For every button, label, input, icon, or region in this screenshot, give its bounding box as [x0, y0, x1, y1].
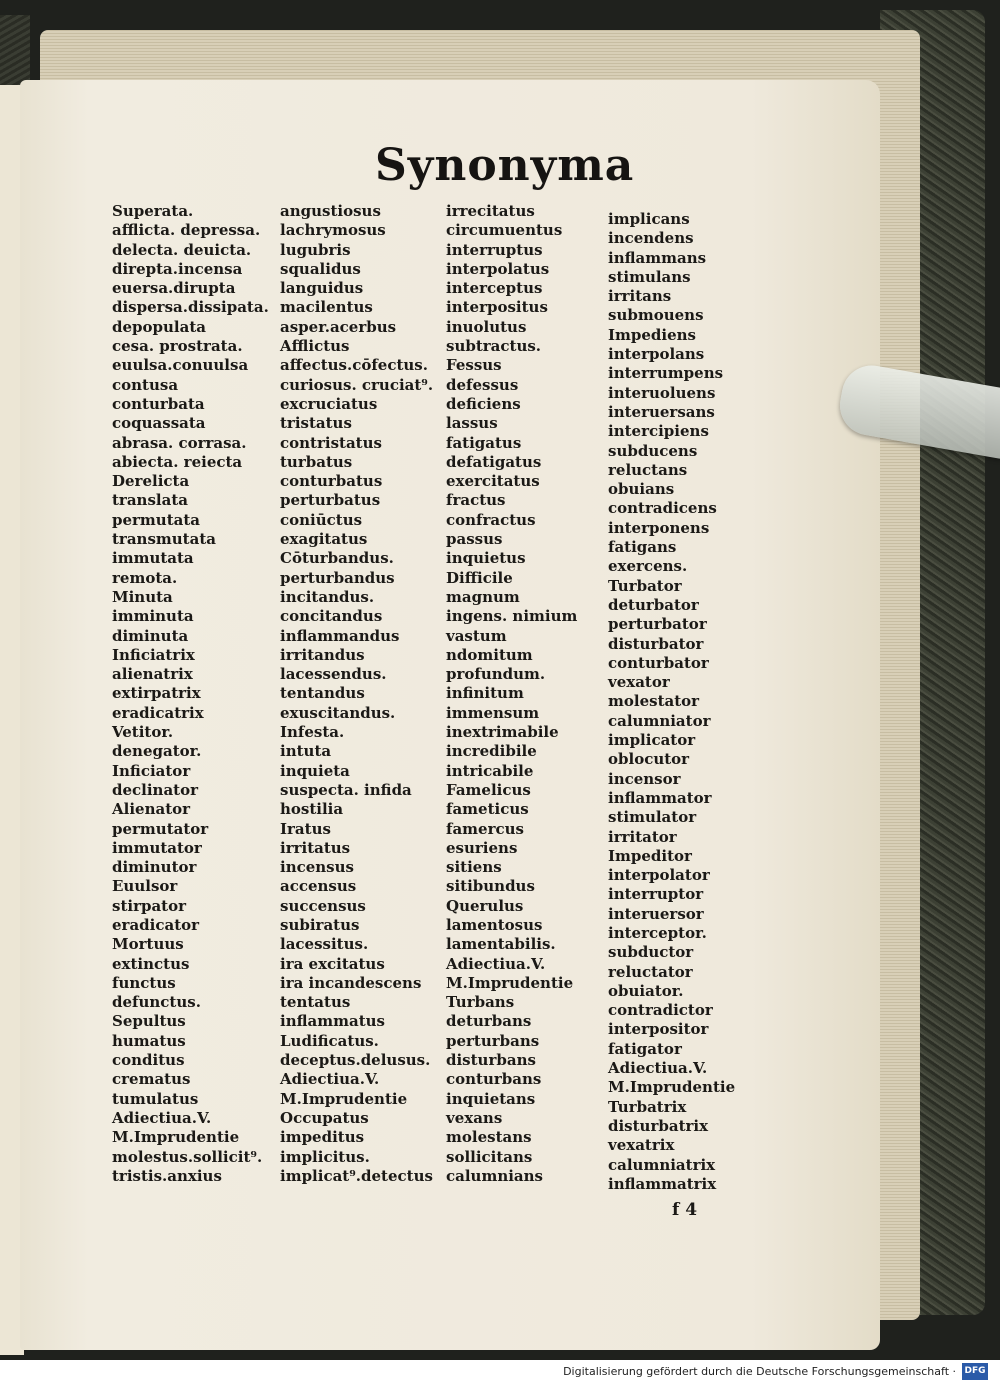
word-entry: Sepultus [112, 1012, 186, 1031]
word-entry: turbatus [280, 452, 353, 471]
word-entry: declinator [112, 780, 199, 799]
word-entry: circumuentus [446, 221, 563, 240]
word-entry: conturbata [112, 394, 205, 413]
word-entry: exercitatus [446, 472, 540, 491]
word-entry: intricabile [446, 761, 534, 780]
word-entry: stimulans [608, 267, 691, 286]
word-entry: macilentus [280, 298, 373, 317]
word-entry: inquietus [446, 549, 526, 568]
word-entry: perturbator [608, 615, 707, 634]
word-entry: exercens. [608, 557, 688, 576]
word-entry: exuscitandus. [280, 703, 396, 722]
word-entry: ingens. nimium [446, 607, 578, 626]
word-entry: tristis.anxius [112, 1166, 222, 1185]
word-entry: Inficiatrix [112, 645, 195, 664]
word-entry: vastum [446, 626, 507, 645]
word-entry: contusa [112, 375, 179, 394]
word-entry: incendens [608, 229, 694, 248]
word-entry: inuolutus [446, 317, 527, 336]
word-entry: molestator [608, 692, 700, 711]
page-title: Synonyma [375, 140, 635, 191]
word-entry: inflammatrix [608, 1174, 717, 1193]
word-entry: obuiator. [608, 981, 684, 1000]
word-entry: irrecitatus [446, 202, 535, 220]
word-entry: fatigans [608, 538, 677, 557]
word-entry: Cōturbandus. [280, 549, 394, 568]
word-entry: dispersa.dissipata. [112, 298, 269, 317]
word-entry: inflammandus [280, 626, 400, 645]
word-entry: irritandus [280, 645, 365, 664]
word-entry: Vetitor. [112, 723, 174, 742]
word-entry: subiratus [280, 915, 360, 934]
word-entry: lacessendus. [280, 665, 387, 684]
word-entry: calumnians [446, 1166, 544, 1185]
word-entry: calumniator [608, 711, 711, 730]
word-entry: disturbatrix [608, 1116, 709, 1135]
word-entry: interpolator [608, 866, 710, 885]
word-entry: Afflictus [280, 337, 350, 356]
word-column-3 [446, 202, 577, 1186]
word-entry: Inficiator [112, 761, 191, 780]
word-entry: Superata. [112, 202, 194, 220]
word-entry: irritans [608, 287, 672, 306]
word-entry: euersa.dirupta [112, 279, 236, 298]
word-entry: conturbator [608, 653, 709, 672]
word-entry: Euulsor [112, 877, 178, 896]
word-entry: sitiens [446, 858, 502, 877]
word-entry: delecta. deuicta. [112, 240, 252, 259]
word-column-2 [280, 202, 433, 1186]
word-entry: incitandus. [280, 587, 375, 606]
word-entry: defessus [446, 375, 519, 394]
word-entry: fatigatus [446, 433, 522, 452]
word-entry: concitandus [280, 607, 383, 626]
word-entry: interponens [608, 518, 710, 537]
word-entry: ira excitatus [280, 954, 385, 973]
word-entry: imminuta [112, 607, 194, 626]
word-entry: Derelicta [112, 472, 190, 491]
funding-credit: Digitalisierung gefördert durch die Deutsche Forschungsgemeinschaft · [563, 1365, 956, 1378]
word-entry: diminutor [112, 858, 197, 877]
word-entry: incensus [280, 858, 354, 877]
word-entry: humatus [112, 1031, 186, 1050]
word-entry: Infesta. [280, 723, 345, 742]
word-entry: fameticus [446, 800, 529, 819]
word-entry: deceptus.delusus. [280, 1051, 431, 1070]
word-entry: Turbatrix [608, 1097, 687, 1116]
word-entry: permutata [112, 510, 201, 529]
word-entry: conditus [112, 1051, 185, 1070]
word-entry: implicator [608, 731, 696, 750]
word-entry: molestus.sollicit⁹. [112, 1147, 263, 1166]
word-column-4 [608, 210, 735, 1194]
word-entry: obuians [608, 480, 675, 499]
word-entry: perturbatus [280, 491, 381, 510]
word-entry: stirpator [112, 896, 187, 915]
word-entry: deturbans [446, 1012, 532, 1031]
word-entry: affectus.cōfectus. [280, 356, 428, 375]
word-entry: eradicatrix [112, 703, 204, 722]
word-entry: Impediens [608, 325, 697, 344]
word-entry: disturbans [446, 1051, 536, 1070]
word-entry: interceptor. [608, 923, 707, 942]
word-entry: perturbans [446, 1031, 540, 1050]
word-entry: M.Imprudentie [112, 1128, 240, 1147]
word-entry: impeditus [280, 1128, 365, 1147]
word-entry: Adiectiua.V. [446, 954, 546, 973]
word-entry: tentatus [280, 993, 351, 1012]
word-entry: perturbandus [280, 568, 395, 587]
word-entry: lamentabilis. [446, 935, 556, 954]
word-entry: interrumpens [608, 364, 724, 383]
word-entry: tumulatus [112, 1089, 199, 1108]
word-entry: implicans [608, 210, 690, 228]
word-entry: diminuta [112, 626, 189, 645]
word-entry: Alienator [112, 800, 191, 819]
word-entry: vexatrix [608, 1136, 675, 1155]
word-entry: Famelicus [446, 780, 531, 799]
word-entry: inquieta [280, 761, 350, 780]
word-entry: irritatus [280, 838, 351, 857]
word-entry: remota. [112, 568, 178, 587]
word-entry: inextrimabile [446, 723, 559, 742]
dfg-logo-icon: DFG [962, 1363, 988, 1380]
word-entry: direpta.incensa [112, 259, 243, 278]
word-entry: contradictor [608, 1001, 713, 1020]
word-entry: tristatus [280, 414, 352, 433]
word-entry: lamentosus [446, 915, 543, 934]
word-entry: interpolatus [446, 259, 550, 278]
word-entry: Minuta [112, 587, 173, 606]
word-entry: lassus [446, 414, 498, 433]
word-entry: coquassata [112, 414, 206, 433]
word-entry: contristatus [280, 433, 382, 452]
word-entry: interruptus [446, 240, 543, 259]
word-entry: interruptor [608, 885, 704, 904]
word-entry: functus [112, 973, 176, 992]
word-entry: M.Imprudentie [446, 973, 574, 992]
word-entry: implicitus. [280, 1147, 370, 1166]
word-entry: Fessus [446, 356, 502, 375]
word-entry: extirpatrix [112, 684, 201, 703]
word-column-1 [112, 202, 269, 1186]
word-entry: Impeditor [608, 846, 692, 865]
word-entry: succensus [280, 896, 366, 915]
word-entry: languidus [280, 279, 364, 298]
word-entry: euulsa.conuulsa [112, 356, 249, 375]
word-entry: stimulator [608, 808, 697, 827]
word-entry: interuersans [608, 402, 715, 421]
word-entry: interuoluens [608, 383, 716, 402]
word-entry: lacessitus. [280, 935, 369, 954]
word-entry: alienatrix [112, 665, 193, 684]
word-entry: Mortuus [112, 935, 184, 954]
word-entry: cesa. prostrata. [112, 337, 243, 356]
word-entry: ira incandescens [280, 973, 422, 992]
word-entry: Querulus [446, 896, 524, 915]
word-entry: suspecta. infida [280, 780, 412, 799]
word-entry: incensor [608, 769, 681, 788]
word-entry: inflammans [608, 248, 707, 267]
word-entry: passus [446, 530, 503, 549]
word-entry: immutator [112, 838, 202, 857]
word-entry: hostilia [280, 800, 344, 819]
word-entry: interpolans [608, 345, 705, 364]
word-entry: deturbator [608, 595, 699, 614]
word-entry: submouens [608, 306, 704, 325]
word-entry: conturbans [446, 1070, 542, 1089]
word-entry: interuersor [608, 904, 704, 923]
word-entry: implicat⁹.detectus [280, 1166, 433, 1185]
word-entry: subductor [608, 943, 694, 962]
word-entry: profundum. [446, 665, 546, 684]
word-entry: interpositor [608, 1020, 709, 1039]
word-entry: depopulata [112, 317, 206, 336]
word-entry: Ludificatus. [280, 1031, 379, 1050]
word-entry: calumniatrix [608, 1155, 716, 1174]
signature-mark: f 4 [672, 1200, 698, 1220]
word-entry: extinctus [112, 954, 190, 973]
word-entry: abrasa. corrasa. [112, 433, 247, 452]
word-entry: Turbans [446, 993, 515, 1012]
word-entry: interpositus [446, 298, 548, 317]
word-entry: lugubris [280, 240, 351, 259]
word-entry: defatigatus [446, 452, 542, 471]
word-entry: reluctator [608, 962, 693, 981]
word-entry: squalidus [280, 259, 361, 278]
word-entry: Turbator [608, 576, 682, 595]
word-entry: vexans [446, 1108, 503, 1127]
word-entry: subtractus. [446, 337, 542, 356]
word-entry: molestans [446, 1128, 532, 1147]
word-entry: famercus [446, 819, 524, 838]
word-entry: disturbator [608, 634, 704, 653]
word-entry: fatigator [608, 1039, 682, 1058]
word-entry: vexator [608, 673, 670, 692]
word-entry: afflicta. depressa. [112, 221, 261, 240]
word-entry: eradicator [112, 915, 200, 934]
word-entry: intuta [280, 742, 332, 761]
word-entry: Occupatus [280, 1108, 369, 1127]
word-entry: contradicens [608, 499, 717, 518]
word-entry: irritator [608, 827, 677, 846]
word-entry: ndomitum [446, 645, 533, 664]
word-entry: esuriens [446, 838, 518, 857]
word-entry: translata [112, 491, 188, 510]
word-entry: sitibundus [446, 877, 535, 896]
word-entry: Iratus [280, 819, 331, 838]
word-entry: conturbatus [280, 472, 383, 491]
word-entry: confractus [446, 510, 536, 529]
footer-bar [0, 1360, 1000, 1385]
word-entry: sollicitans [446, 1147, 533, 1166]
word-entry: Adiectiua.V. [608, 1059, 708, 1078]
word-entry: Difficile [446, 568, 513, 587]
word-entry: permutator [112, 819, 209, 838]
word-entry: lachrymosus [280, 221, 386, 240]
word-entry: transmutata [112, 530, 216, 549]
word-entry: crematus [112, 1070, 191, 1089]
word-entry: fractus [446, 491, 506, 510]
word-entry: deficiens [446, 394, 521, 413]
word-entry: oblocutor [608, 750, 690, 769]
word-entry: tentandus [280, 684, 365, 703]
word-entry: defunctus. [112, 993, 201, 1012]
word-entry: angustiosus [280, 202, 381, 220]
word-entry: Adiectiua.V. [280, 1070, 380, 1089]
word-entry: magnum [446, 587, 520, 606]
word-entry: accensus [280, 877, 357, 896]
word-entry: immutata [112, 549, 194, 568]
word-entry: excruciatus [280, 394, 378, 413]
word-entry: inquietans [446, 1089, 536, 1108]
word-entry: intercipiens [608, 422, 709, 441]
word-entry: coniūctus [280, 510, 363, 529]
word-entry: infinitum [446, 684, 524, 703]
word-entry: exagitatus [280, 530, 368, 549]
word-entry: M.Imprudentie [608, 1078, 736, 1097]
word-entry: immensum [446, 703, 540, 722]
word-entry: inflammator [608, 788, 712, 807]
word-entry: denegator. [112, 742, 202, 761]
word-entry: subducens [608, 441, 698, 460]
word-entry: asper.acerbus [280, 317, 397, 336]
word-entry: inflammatus [280, 1012, 385, 1031]
word-entry: reluctans [608, 460, 688, 479]
word-entry: Adiectiua.V. [112, 1108, 212, 1127]
word-entry: incredibile [446, 742, 537, 761]
word-entry: abiecta. reiecta [112, 452, 243, 471]
word-entry: M.Imprudentie [280, 1089, 408, 1108]
word-entry: curiosus. cruciat⁹. [280, 375, 434, 394]
word-entry: interceptus [446, 279, 543, 298]
